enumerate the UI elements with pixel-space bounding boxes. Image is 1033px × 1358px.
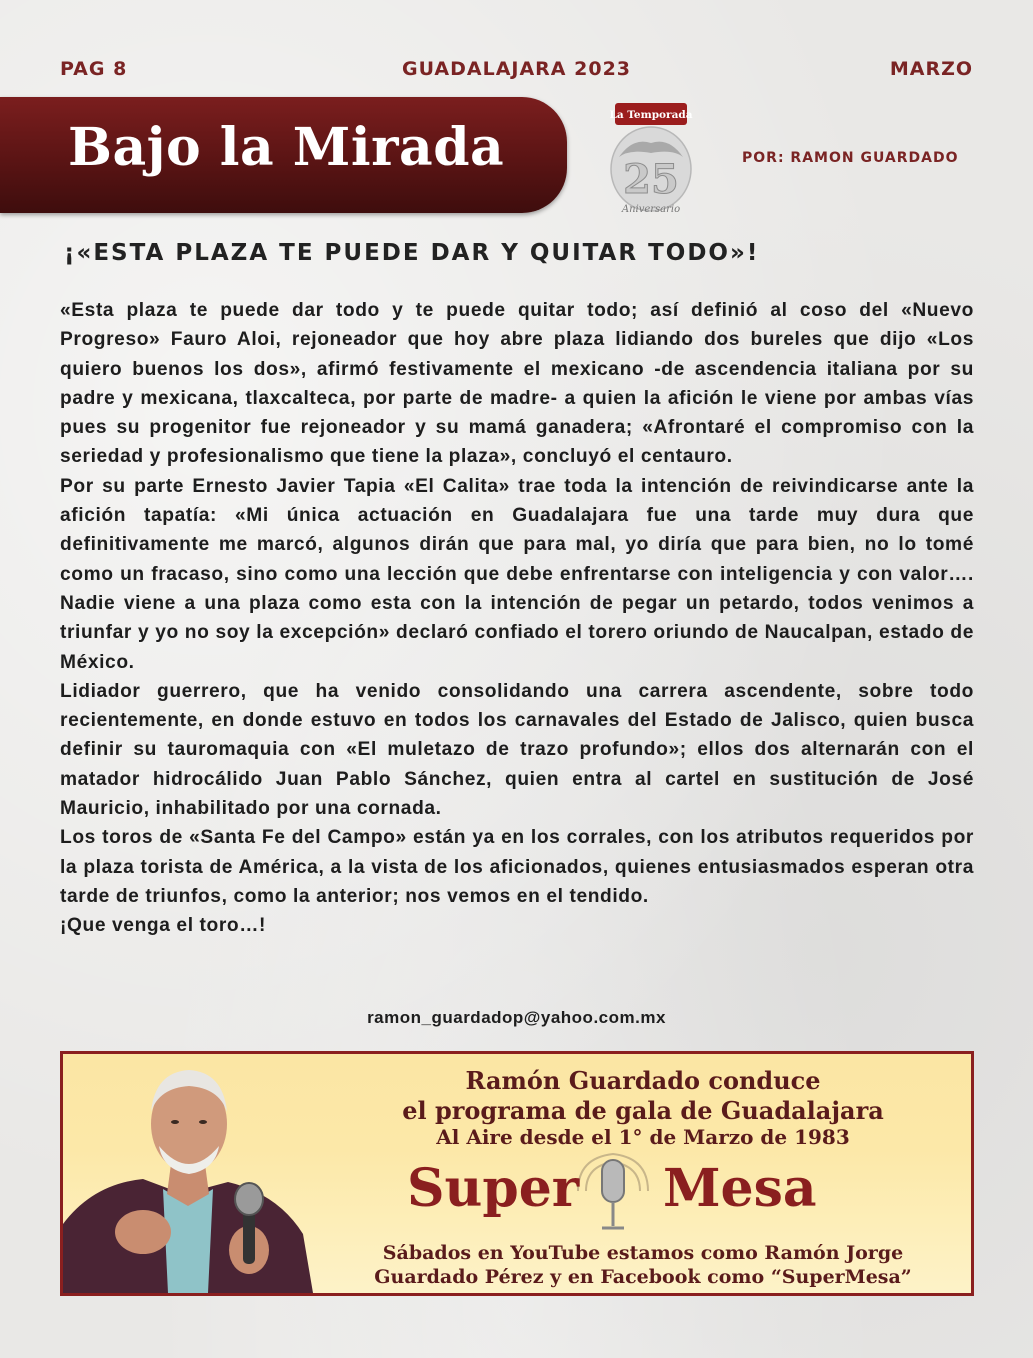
logo-ribbon-text: La Temporada [609,109,693,121]
article-body [60,296,974,941]
host-portrait [63,1054,313,1293]
ad-line: el programa de gala de Guadalajara [402,1096,884,1125]
article-paragraph: Los toros de «Santa Fe del Campo» están ya en los corrales, con los atributos requeridos por la plaza torista de América, a la vista de los aficionados, quienes entusiasmados esperan otra tarde de triunfos, como la anterior; nos vemos en el tendido. [60,827,974,907]
month-label: MARZO [889,58,973,80]
column-title: Bajo la Mirada [68,117,505,178]
anniversary-logo [603,97,699,219]
author-byline: POR: RAMON GUARDADO [742,150,959,166]
page-number: PAG 8 [60,58,128,80]
ad-line: Al Aire desde el 1° de Marzo de 1983 [436,1125,850,1149]
brand-word-super: Super [407,1158,580,1219]
article-headline: ¡«ESTA PLAZA TE PUEDE DAR Y QUITAR TODO»! [64,240,760,266]
ad-line: Guardado Pérez y en Facebook como “SuperMesa” [374,1266,912,1288]
microphone-icon [568,1146,658,1236]
edition-label: GUADALAJARA 2023 [401,58,632,80]
article-paragraph: Lidiador guerrero, que ha venido consolidando una carrera ascendente, sobre todo recientemente, en donde estuvo en todos los carnavales del Estado de Jalisco, quien busca definir su tauromaquia con «El muletazo de trazo profundo»; ellos dos alternarán con el matador hidrocálido Juan Pablo Sánchez, quien entra al cartel en sustitución de José Mauricio, inhabilitado por una cornada. [60,680,974,820]
supermesa-ad [60,1051,974,1296]
ad-line: Sábados en YouTube estamos como Ramón Jorge [382,1242,904,1264]
article-paragraph: «Esta plaza te puede dar todo y te puede quitar todo; así definió al coso del «Nuevo Progreso» Fauro Aloi, rejoneador que hoy abre plaza lidiando dos bureles que dijo «Los quiero buenos los dos», afirmó festivamente el mexicano -de ascendencia italiana por su padre y mexicana, tlaxcalteca, por parte de madre- a quien la afición le viene por ambas vías pues su progenitor fue rejoneador y su mamá ganadera; «Afrontaré el compromiso con la seriedad y profesionalismo que tiene la plaza», concluyó el centauro. [60,300,974,468]
ad-line: Ramón Guardado conduce [465,1066,821,1095]
brand-word-mesa: Mesa [663,1158,817,1219]
article-paragraph: Por su parte Ernesto Javier Tapia «El Calita» trae toda la intención de reivindicarse ante la afición tapatía: «Mi única actuación en Guadalajara fue una tarde muy dura que definitivamente me marcó, algunos dirán que para mal, yo diría que para bien, no lo tomé como un fracaso, sino como una lección que debe enfrentarse con inteligencia y con valor…. Nadie viene a una plaza como esta con la intención de pegar un petardo, todos venimos a triunfar y yo no soy la excepción» declaró confiado el torero oriundo de Naucalpan, estado de México. [60,475,974,673]
page-header [60,58,973,86]
logo-number: 25 [623,156,679,203]
article-paragraph: ¡Que venga el toro…! [60,915,267,937]
author-email[interactable]: ramon_guardadop@yahoo.com.mx [367,1008,666,1027]
supermesa-wordmark [363,1158,923,1228]
logo-caption: Aniversario [621,204,681,215]
